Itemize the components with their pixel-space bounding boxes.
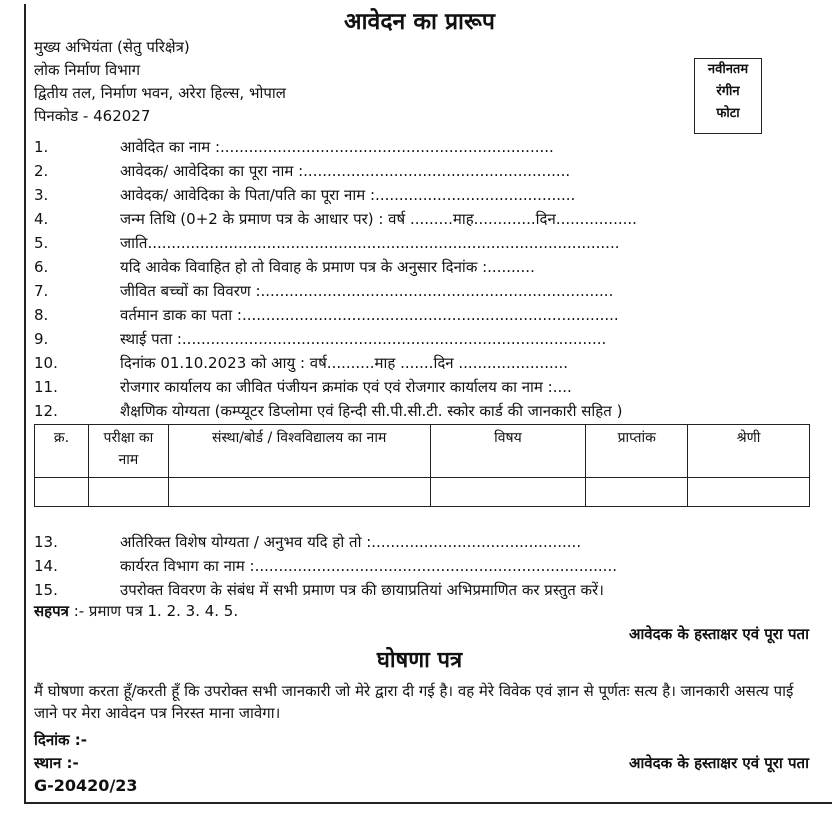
table-cell (168, 478, 430, 507)
field-13 (34, 530, 824, 554)
field-text: दिनांक 01.10.2023 को आयु : वर्ष..........माह .......दिन ....................... (120, 354, 569, 372)
address-line-1: मुख्य अभियंता (सेतु परिक्षेत्र) (34, 38, 190, 56)
declaration-signature: आवेदक के हस्ताक्षर एवं पूरा पता (628, 754, 809, 772)
table-header-cell: क्र. (35, 425, 89, 478)
table-cell (586, 478, 688, 507)
field-10 (34, 351, 824, 375)
field-12 (34, 399, 824, 423)
photo-box-line: नवीनतम (707, 62, 749, 77)
field-text: स्थाई पता :......................................................................................... (120, 330, 607, 348)
field-11 (34, 375, 824, 399)
field-text: आवेदक/ आवेदिका का पूरा नाम :........................................................ (120, 162, 571, 180)
table-header-cell: संस्था/बोर्ड / विश्वविद्यालय का नाम (168, 425, 430, 478)
field-text: कार्यरत विभाग का नाम :............................................................................ (120, 557, 617, 575)
field-2 (34, 159, 824, 183)
declaration-title: घोषणा पत्र (376, 648, 463, 673)
field-number: 4. (34, 210, 49, 228)
field-number: 5. (34, 234, 49, 252)
address-line-3: द्वितीय तल, निर्माण भवन, अरेरा हिल्स, भोपाल (34, 84, 286, 102)
field-number: 8. (34, 306, 49, 324)
field-text: आवेदक/ आवेदिका के पिता/पति का पूरा नाम :.......................................... (120, 186, 576, 204)
field-text: उपरोक्त विवरण के संबंध में सभी प्रमाण पत्र की छायाप्रतियां अभिप्रमाणित कर प्रस्तुत करें। (120, 581, 604, 599)
field-number: 1. (34, 138, 49, 156)
field-text: जीवित बच्चों का विवरण :.......................................................................... (120, 282, 614, 300)
field-number: 10. (34, 354, 58, 372)
field-text: अतिरिक्त विशेष योग्यता / अनुभव यदि हो तो :............................................ (120, 533, 582, 551)
address-line-4: पिनकोड - 462027 (34, 107, 151, 125)
applicant-signature: आवेदक के हस्ताक्षर एवं पूरा पता (628, 625, 809, 643)
field-number: 12. (34, 402, 58, 420)
field-text: आवेदित का नाम :...................................................................... (120, 138, 554, 156)
table-header-row (35, 425, 810, 478)
field-text: शैक्षणिक योग्यता (कम्प्यूटर डिप्लोमा एवं हिन्दी सी.पी.सी.टी. स्कोर कार्ड की जानकारी सहित ) (120, 402, 623, 420)
field-15 (34, 578, 824, 602)
field-4 (34, 207, 824, 231)
field-1 (34, 135, 824, 159)
field-7 (34, 279, 824, 303)
attachments-label: सहपत्र (34, 602, 69, 620)
field-text: रोजगार कार्यालय का जीवित पंजीयन क्रमांक एवं एवं रोजगार कार्यालय का नाम :.... (120, 378, 572, 396)
photo-box-line: रंगीन (716, 84, 740, 99)
field-number: 15. (34, 581, 58, 599)
table-cell (88, 478, 168, 507)
field-number: 6. (34, 258, 49, 276)
attachments-text: :- प्रमाण पत्र 1. 2. 3. 4. 5. (73, 602, 239, 620)
table-cell (430, 478, 586, 507)
field-number: 9. (34, 330, 49, 348)
declaration-body: मैं घोषणा करता हूँ/करती हूँ कि उपरोक्त सभी जानकारी जो मेरे द्वारा दी गई है। वह मेरे विवेक एवं ज्ञान से पूर्णतः सत्य है। जानकारी असत्य पाई जाने पर मेरा आवेदन पत्र निरस्त माना जावेगा। (34, 682, 794, 722)
field-number: 14. (34, 557, 58, 575)
field-text: जाति................................................................................................... (120, 234, 620, 252)
field-number: 13. (34, 533, 58, 551)
qualification-table (34, 424, 810, 507)
field-text: वर्तमान डाक का पता :............................................................................... (120, 306, 619, 324)
field-number: 7. (34, 282, 49, 300)
field-6 (34, 255, 824, 279)
field-3 (34, 183, 824, 207)
field-text: यदि आवेक विवाहित हो तो विवाह के प्रमाण पत्र के अनुसार दिनांक :.......... (120, 258, 535, 276)
place-label: स्थान :- (34, 754, 79, 772)
field-text: जन्म तिथि (0+2 के प्रमाण पत्र के आधार पर) : वर्ष .........माह.............दिन................. (120, 210, 637, 228)
reference-code: G-20420/23 (34, 776, 138, 795)
table-header-cell: विषय (430, 425, 586, 478)
field-5 (34, 231, 824, 255)
table-cell (35, 478, 89, 507)
date-label: दिनांक :- (34, 731, 88, 749)
field-number: 3. (34, 186, 49, 204)
photo-box-line: फोटा (716, 106, 740, 121)
photo-box (694, 58, 762, 134)
table-header-cell: श्रेणी (688, 425, 810, 478)
form-title: आवेदन का प्रारूप (344, 9, 495, 35)
field-number: 2. (34, 162, 49, 180)
table-header-cell: परीक्षा का नाम (88, 425, 168, 478)
table-cell (688, 478, 810, 507)
attachments-line (34, 600, 238, 622)
table-row (35, 478, 810, 507)
field-number: 11. (34, 378, 58, 396)
table-header-cell: प्राप्तांक (586, 425, 688, 478)
address-line-2: लोक निर्माण विभाग (34, 61, 141, 79)
field-14 (34, 554, 824, 578)
field-9 (34, 327, 824, 351)
field-8 (34, 303, 824, 327)
